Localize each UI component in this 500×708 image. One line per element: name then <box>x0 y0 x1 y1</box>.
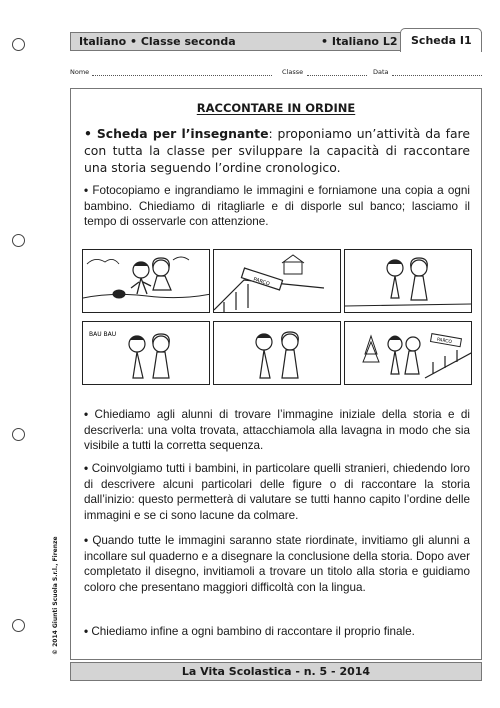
header-subject: Italiano • Classe seconda <box>79 35 236 48</box>
panel-2-drawing <box>214 250 341 313</box>
scheda-tab <box>400 28 482 52</box>
paragraph-involve-children: • Coinvolgiamo tutti i bambini, in particolare quelli stranieri, chiedendo loro di descrivere alcuni particolari delle figure o di raccontare la storia dall’inizio: questo permetterà di valutare se tutti hanno capito l’ordine delle immagini e se ci sono lacune da colmare. <box>84 462 470 522</box>
binder-hole-1 <box>12 38 25 51</box>
dog-bark-text: BAU BAU <box>89 331 117 338</box>
teacher-intro: • Scheda per l’insegnante: proponiamo un’attività da fare con tutta la classe per sviluppare la capacità di raccontare una storia seguendo l’ordine cronologico. <box>84 126 470 175</box>
park-sign-text: PARCO <box>252 276 271 288</box>
panel-3-children-walk <box>344 249 472 313</box>
panel-1-boy-meets-girl <box>82 249 210 313</box>
binder-hole-3 <box>12 428 25 441</box>
panel-4-drawing <box>83 322 210 385</box>
header-course: • Italiano L2 <box>321 35 398 48</box>
class-line[interactable] <box>307 75 367 76</box>
paragraph-final: • Chiediamo infine a ogni bambino di raccontare il proprio finale. <box>84 625 415 638</box>
worksheet-title: RACCONTARE IN ORDINE <box>196 101 356 115</box>
footer-publication: La Vita Scolastica - n. 5 - 2014 <box>181 665 371 678</box>
binder-hole-2 <box>12 234 25 247</box>
panel-3-drawing <box>345 250 472 313</box>
worksheet-box <box>70 88 482 660</box>
date-line[interactable] <box>392 75 482 76</box>
intro-text: : proponiamo un’attività da fare con tutta la classe per sviluppare la capacità di raccontare una storia seguendo l’ordine cronologico. <box>84 126 470 175</box>
class-label: Classe <box>282 68 304 76</box>
panel-6-park-entrance <box>344 321 472 385</box>
copyright-notice: © 2014 Giunti Scuola S.r.l., Firenze <box>52 536 59 655</box>
panel-6-drawing <box>345 322 472 385</box>
intro-label: Scheda per l’insegnante <box>96 126 269 141</box>
name-label: Nome <box>70 68 90 76</box>
paragraph-first-image: • Chiediamo agli alunni di trovare l’immagine iniziale della storia e di descriverla: una volta trovata, attacchiamola alla lavagna in modo che sia visibile a tutti la corretta sequenza. <box>84 408 470 453</box>
panel-1-drawing <box>83 250 210 313</box>
panel-4-dog-barks <box>82 321 210 385</box>
date-label: Data <box>373 68 389 76</box>
name-line[interactable] <box>92 75 272 76</box>
paragraph-conclusion: • Quando tutte le immagini saranno state riordinate, invitiamo gli alunni a incollare sul quaderno e a disegnare la conclusione della storia. Dopo aver completato il disegno, invitiamoli a trovare un titolo alla storia e guidiamo coloro che presentano maggiori difficoltà con la lingua. <box>84 534 470 594</box>
scheda-label: Scheda I1 <box>411 34 472 47</box>
panel-2-park-sign <box>213 249 341 313</box>
panel-5-children-worried <box>213 321 341 385</box>
paragraph-photocopy: • Fotocopiamo e ingrandiamo le immagini e forniamone una copia a ogni bambino. Chiediamo di ritagliarle e di disporle sul banco; lasciamo il tempo di osservarle con attenzione. <box>84 184 470 229</box>
footer-bar <box>70 662 482 681</box>
park-entrance-sign-text: PARCO <box>436 337 453 346</box>
panel-5-drawing <box>214 322 341 385</box>
student-fields <box>70 66 482 80</box>
binder-hole-4 <box>12 619 25 632</box>
